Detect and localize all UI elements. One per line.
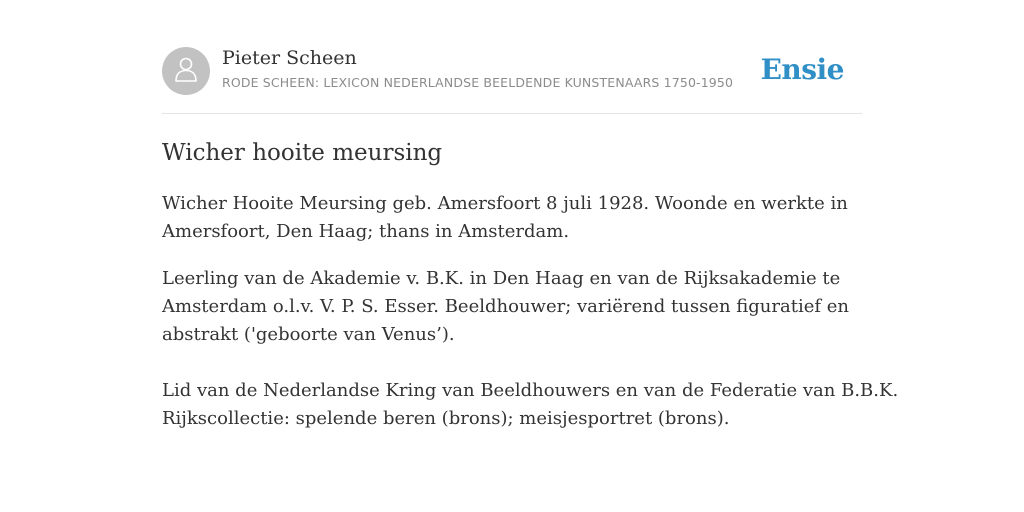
paragraph-line: Amsterdam o.l.v. V. P. S. Esser. Beeldhouwer; variërend tussen figuratief en	[162, 296, 849, 317]
paragraph-line: Amersfoort, Den Haag; thans in Amsterdam.	[162, 221, 570, 242]
header	[162, 46, 862, 96]
user-icon	[173, 55, 199, 88]
source-label[interactable]: RODE SCHEEN: LEXICON NEDERLANDSE BEELDENDE KUNSTENAARS 1750-1950	[222, 75, 734, 90]
author-name[interactable]: Pieter Scheen	[222, 47, 357, 69]
paragraph-line: Leerling van de Akademie v. B.K. in Den Haag en van de Rijksakademie te	[162, 268, 841, 289]
avatar[interactable]	[162, 47, 210, 95]
paragraph-line: abstrakt ('geboorte van Venus’).	[162, 324, 455, 345]
paragraph-line: Rijkscollectie: spelende beren (brons); meisjesportret (brons).	[162, 408, 730, 429]
paragraph-line: Lid van de Nederlandse Kring van Beeldhouwers en van de Federatie van B.B.K.	[162, 380, 899, 401]
paragraph-line: Wicher Hooite Meursing geb. Amersfoort 8 juli 1928. Woonde en werkte in	[162, 193, 848, 214]
article-title: Wicher hooite meursing	[162, 140, 443, 166]
article-paragraph	[162, 265, 862, 349]
header-divider	[162, 113, 862, 114]
article-paragraph	[162, 377, 899, 433]
article-paragraph	[162, 190, 862, 246]
ensie-logo[interactable]: Ensie	[760, 53, 844, 86]
